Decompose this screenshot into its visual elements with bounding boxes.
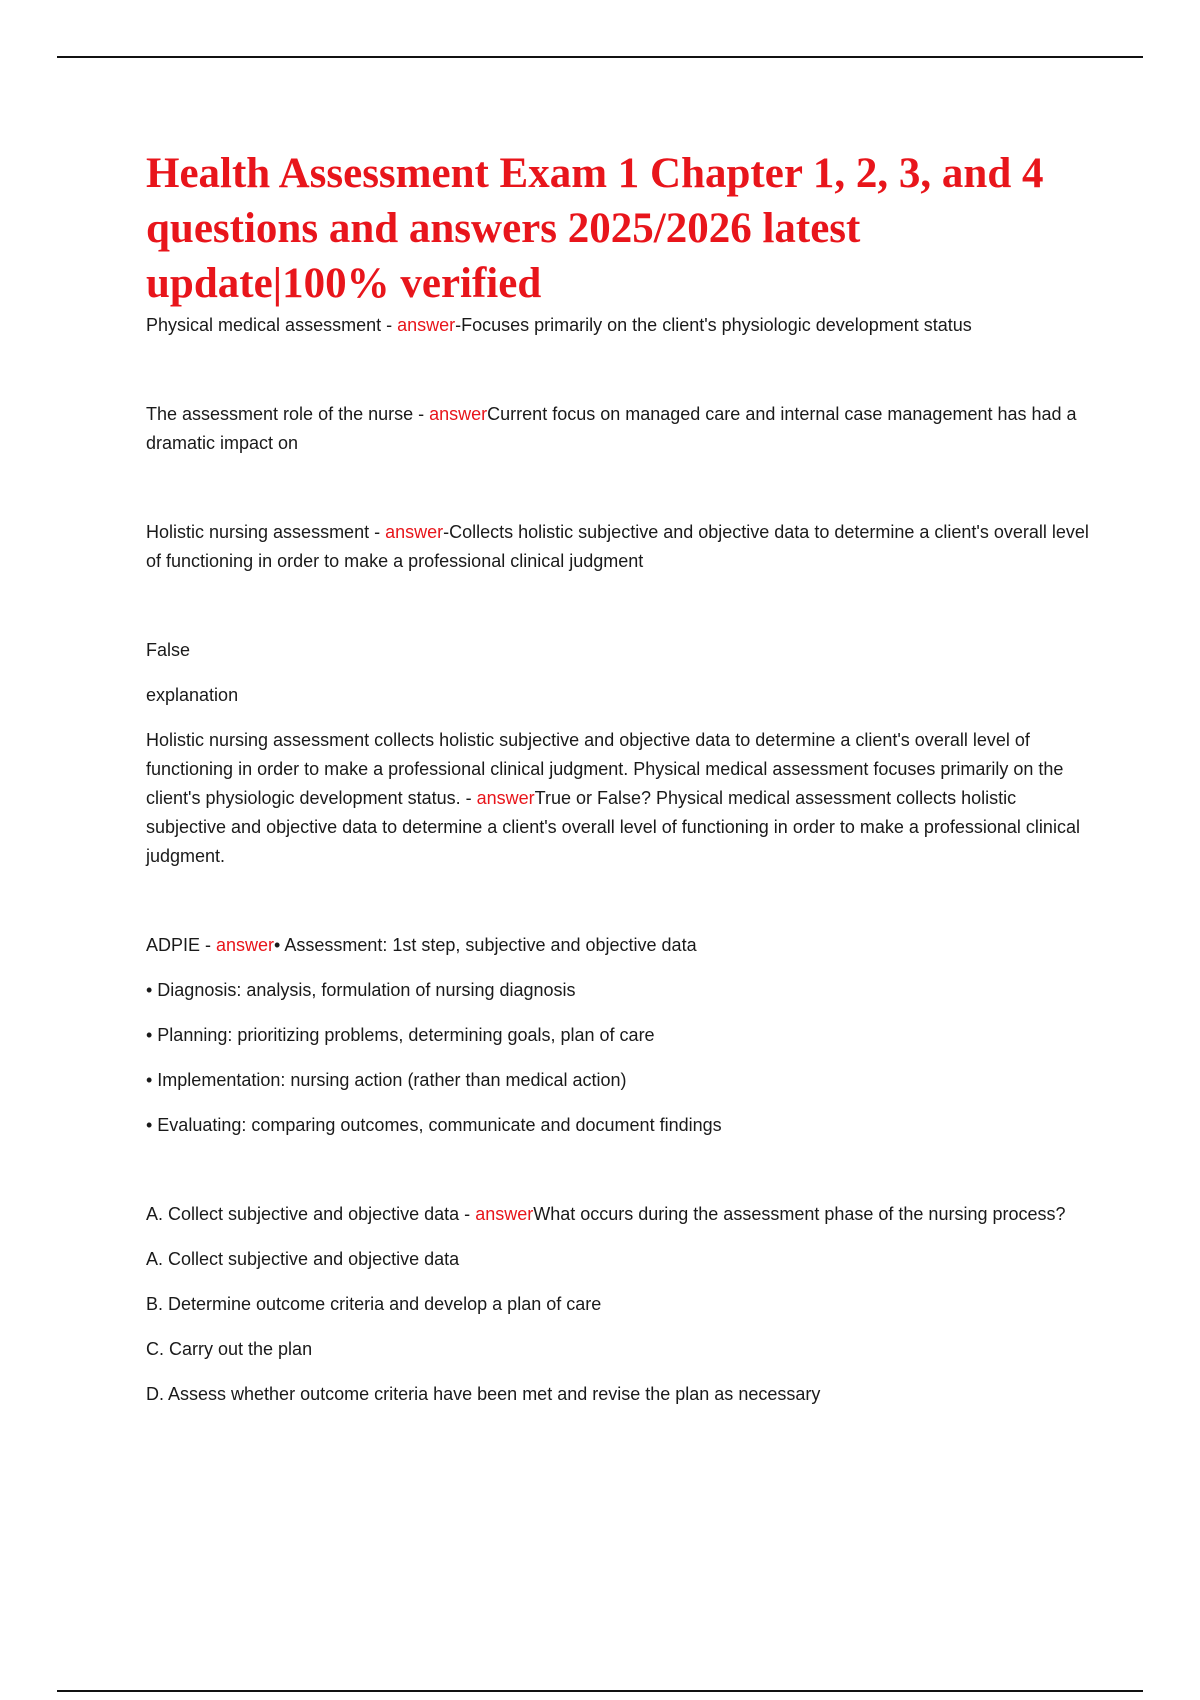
entry-definition: -Collects holistic subjective and objective data to determine a client's overall level of functioning in order to make a professional clinical judgment — [146, 522, 1089, 571]
adpie-step-implementation: • Implementation: nursing action (rather than medical action) — [146, 1070, 627, 1090]
adpie-step-assessment: • Assessment: 1st step, subjective and objective data — [274, 935, 697, 955]
answer-keyword: answer — [397, 315, 456, 335]
question-text: True or False? Physical medical assessment collects holistic subjective and objective data to determine a client's overall level of functioning in order to make a professional clinical judgment. — [146, 788, 1080, 866]
document-body — [146, 146, 1096, 1409]
adpie-step-evaluating: • Evaluating: comparing outcomes, communicate and document findings — [146, 1115, 722, 1135]
answer-keyword: answer — [476, 788, 535, 808]
question-text: What occurs during the assessment phase of the nursing process? — [533, 1204, 1066, 1224]
option-c: C. Carry out the plan — [146, 1339, 313, 1359]
entry-assessment-phase-question — [146, 1200, 1096, 1409]
bottom-rule — [57, 1690, 1143, 1692]
entry-term: The assessment role of the nurse - — [146, 404, 430, 424]
entry-term: ADPIE - — [146, 935, 217, 955]
option-a: A. Collect subjective and objective data — [146, 1249, 460, 1269]
answer-keyword: answer — [475, 1204, 534, 1224]
entry-assessment-role — [146, 400, 1096, 458]
entry-holistic-nursing-assessment — [146, 518, 1096, 576]
option-b: B. Determine outcome criteria and develop a plan of care — [146, 1294, 602, 1314]
top-rule — [57, 56, 1143, 58]
adpie-step-diagnosis: • Diagnosis: analysis, formulation of nursing diagnosis — [146, 980, 576, 1000]
explanation-body: Holistic nursing assessment collects holistic subjective and objective data to determine a client's overall level of functioning in order to make a professional clinical judgment. Physical medical assessment focuses primarily on the client's physiologic development status. - — [146, 730, 1064, 808]
answer-value: False — [146, 640, 191, 660]
adpie-first-line — [146, 931, 1096, 960]
entry-definition: Current focus on managed care and internal case management has had a dramatic impact on — [146, 404, 1077, 453]
explanation-label: explanation — [146, 685, 239, 705]
answer-keyword: answer — [429, 404, 488, 424]
mcq-first-line — [146, 1200, 1096, 1229]
entry-term: Physical medical assessment - — [146, 315, 398, 335]
answer-keyword: answer — [385, 522, 444, 542]
entry-true-false — [146, 636, 1096, 871]
entry-adpie — [146, 931, 1096, 1140]
entry-definition: -Focuses primarily on the client's physiologic development status — [455, 315, 972, 335]
entry-term: Holistic nursing assessment - — [146, 522, 386, 542]
document-title: Health Assessment Exam 1 Chapter 1, 2, 3, and 4 questions and answers 2025/2026 latest update|100% verified — [146, 150, 1044, 307]
entry-physical-medical-assessment — [146, 311, 1096, 340]
option-d: D. Assess whether outcome criteria have been met and revise the plan as necessary — [146, 1384, 821, 1404]
adpie-step-planning: • Planning: prioritizing problems, determining goals, plan of care — [146, 1025, 655, 1045]
explanation-text — [146, 726, 1096, 871]
answer-keyword: answer — [216, 935, 275, 955]
entry-term: A. Collect subjective and objective data - — [146, 1204, 476, 1224]
